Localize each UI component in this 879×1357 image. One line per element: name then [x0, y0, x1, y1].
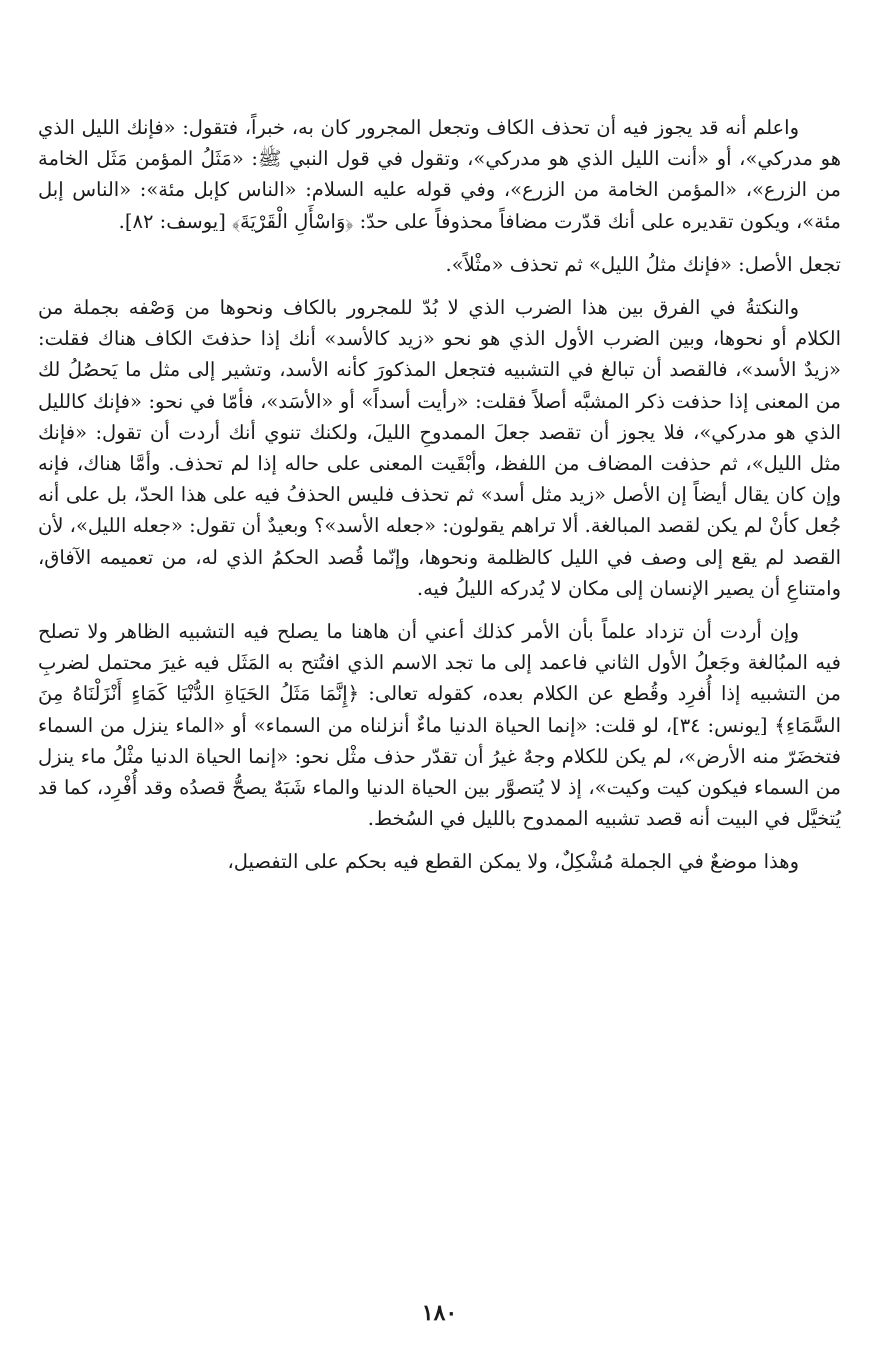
paragraph-3: والنكتةُ في الفرق بين هذا الضرب الذي لا بُدّ للمجرور بالكاف ونحوها من وَصْفه بجملة من الكلام أو نحوها، وبين الضرب الأول الذي هو نحو «زيد كالأسد» أنك إذا حذفتَ الكاف هناك فقلت: «زيدٌ الأسد»، فالقصد أن تبالغ في التشبيه فتجعل المذكورَ كأنه الأسد، وتشير إلى مثل ما يَحصُلُ لك من المعنى إذا حذفت ذكر المشبَّه أصلاً فقلت: «رأيت أسداً» أو «الأسَد»، فأمّا في نحو: «فإنك كالليل الذي هو مدركي»، فلا يجوز أن تقصد جعلَ الممدوحِ الليلَ، ولكنك تنوي أنك أردت أن تقول: «فإنك مثل الليل»، ثم حذفت المضاف من اللفظ، وأبْقَيت المعنى على حاله إذا لم تحذف. وأمَّا هناك، فإنه وإن كان يقال أيضاً إن الأصل «زيد مثل أسد» ثم تحذف فليس الحذفُ فيه على هذا الحدّ، بل على أنه جُعل كأنْ لم يكن لقصد المبالغة. ألا تراهم يقولون: «جعله الأسد»؟ وبعيدٌ أن تقول: «جعله الليل»، لأن القصد لم يقع إلى وصف في الليل كالظلمة ونحوها، وإنّما قُصد الحكمُ الذي له، من تعميمه الآفاق، وامتناعِ أن يصير الإنسان إلى مكان لا يُدركه الليلُ فيه.: [38, 296, 841, 600]
paragraph-4: وإن أردت أن تزداد علماً بأن الأمر كذلك أعني أن هاهنا ما يصلح فيه التشبيه الظاهر ولا تصلح فيه المبُالغة وجَعلُ الأول الثاني فاعمد إلى ما تجد الاسم الذي افتُتح به المَثَل فيه غيرَ محتمل لضربِ من التشبيه إذا أُفرِد وقُطع عن الكلام بعده، كقوله تعالى: ﴿إِنَّمَا مَثَلُ الحَيَاةِ الدُّنْيَا كَمَاءٍ أَنْزَلْنَاهُ مِنَ السَّمَاءِ﴾ [يونس: ٣٤]، لو قلت: «إنما الحياة الدنيا ماءٌ أنزلناه من السماء» أو «الماء ينزل من السماء فتخضَرّ منه الأرض»، لم يكن للكلام وجهٌ غيرُ أن تقدّر حذف مثْل نحو: «إنما الحياة الدنيا مثْلُ ماء ينزل من السماء فيكون كيت وكيت»، إذ لا يُتصوَّر بين الحياة الدنيا والماء شَبَهٌ يصحُّ قصدُه وقد أُفْرِد، كما قد يُتخيَّل في البيت أنه قصد تشبيه الممدوح بالليل في السُخط.: [38, 620, 841, 831]
page-body: [38, 112, 841, 878]
paragraph-1: واعلم أنه قد يجوز فيه أن تحذف الكاف وتجعل المجرور كان به، خبراً، فتقول: «فإنك الليل الذي هو مدركي»، أو «أنت الليل الذي هو مدركي»، وتقول في قول النبي ﷺ: «مَثَلُ المؤمن مَثَل الخامة من الزرع»، «المؤمن الخامة من الزرع»، وفي قوله عليه السلام: «الناس كإبل مئة»: «الناس إبل مئة»، ويكون تقديره على أنك قدّرت مضافاً محذوفاً على حدّ: ﴿وَاسْأَلِ الْقَرْيَةَ﴾ [يوسف: ٨٢].: [38, 116, 841, 233]
paragraph-5: وهذا موضعٌ في الجملة مُشْكِلٌ، ولا يمكن القطع فيه بحكم على التفصيل،: [227, 850, 799, 874]
page-number: ١٨٠: [421, 1300, 458, 1326]
paragraph-2: تجعل الأصل: «فإنك مثلُ الليل» ثم تحذف «مثْلاً».: [445, 252, 841, 276]
